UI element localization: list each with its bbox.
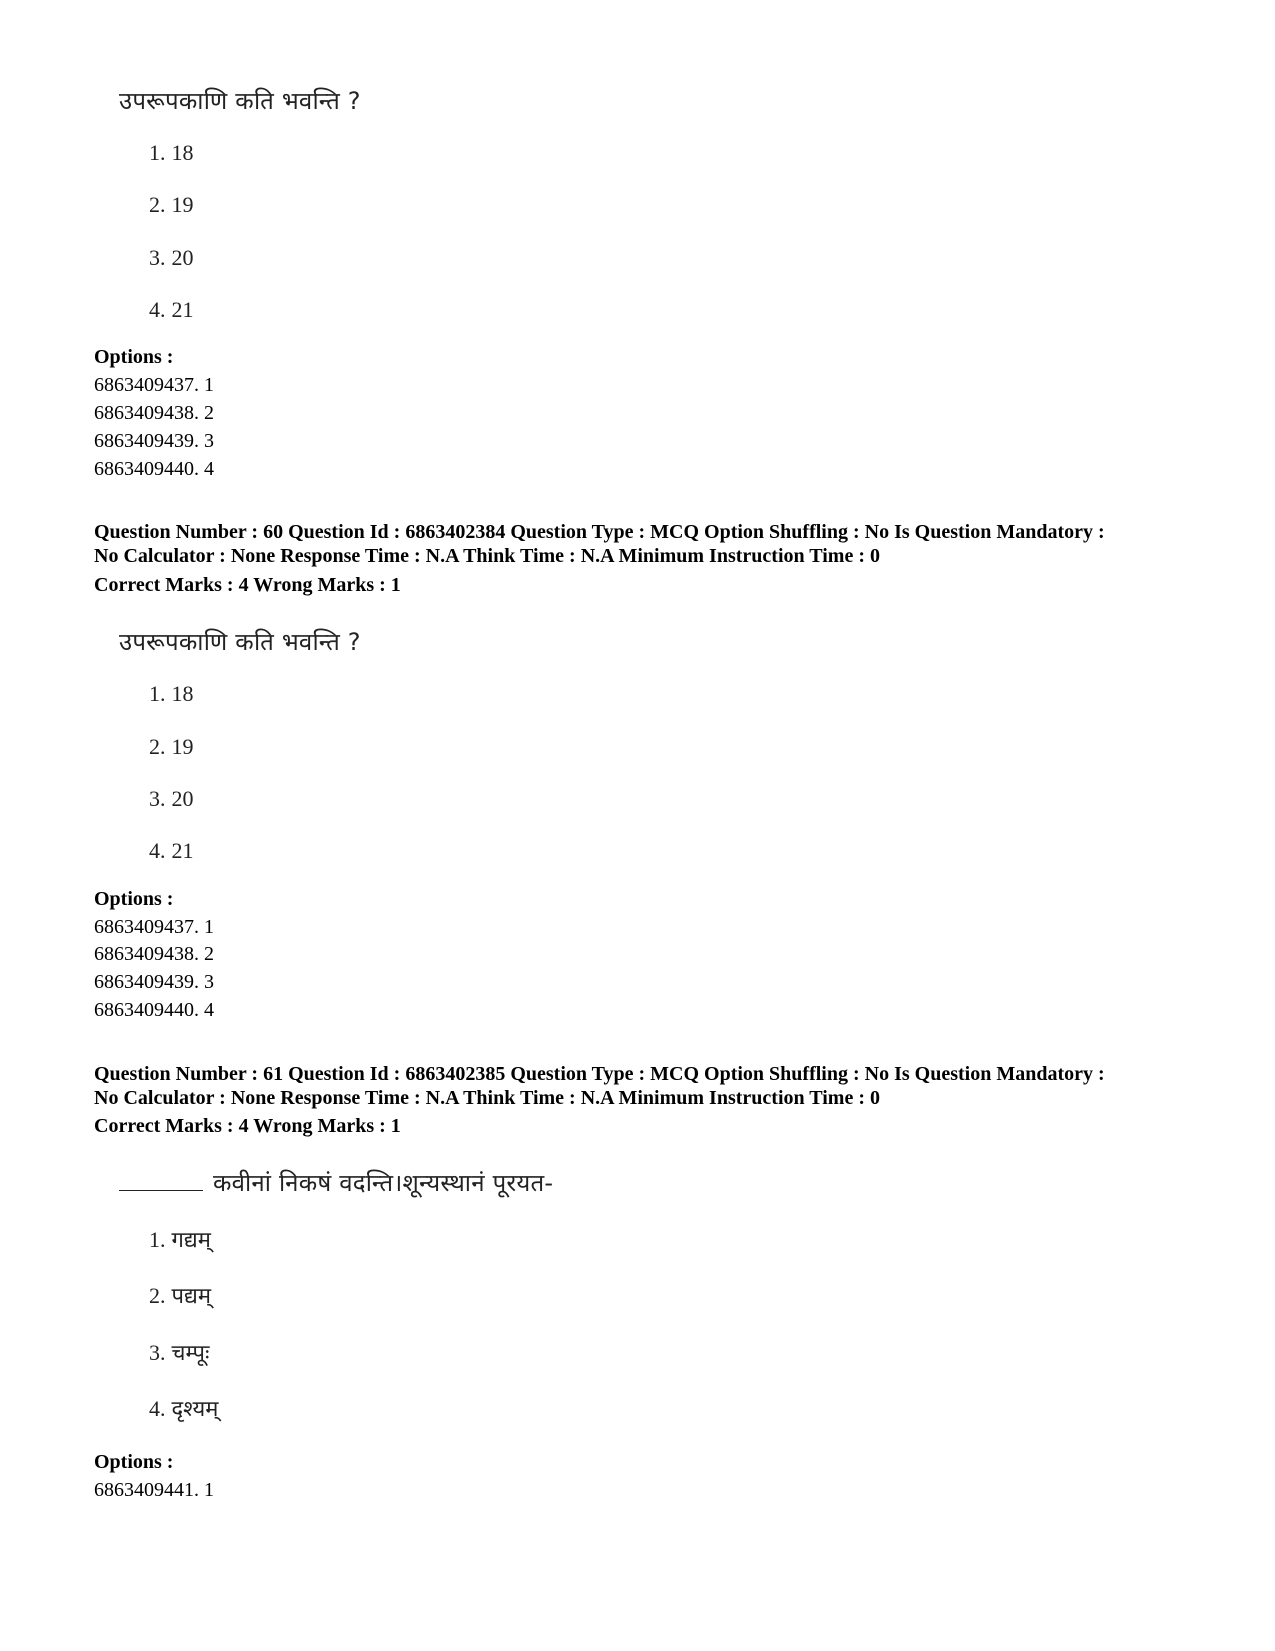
marks-line: Correct Marks : 4 Wrong Marks : 1: [94, 574, 401, 596]
choice-2: 2. 19: [149, 734, 194, 759]
option-id-line: 6863409437. 1: [94, 916, 214, 938]
question-meta-line-2: No Calculator : None Response Time : N.A Think Time : N.A Minimum Instruction Time : 0: [94, 1087, 880, 1109]
question-meta-line-2: No Calculator : None Response Time : N.A Think Time : N.A Minimum Instruction Time : 0: [94, 545, 880, 567]
question-stem-text: कवीनां निकषं वदन्ति।शून्यस्थानं पूरयत-: [213, 1169, 554, 1197]
options-label: Options :: [94, 346, 174, 368]
choice-2: 2. पद्यम्: [149, 1283, 212, 1309]
question-meta-line-1: Question Number : 60 Question Id : 6863402384 Question Type : MCQ Option Shuffling : No Is Question Mandatory :: [94, 521, 1105, 543]
fill-in-blank: [119, 1168, 203, 1191]
choice-1: 1. 18: [149, 140, 194, 165]
option-id-line: 6863409440. 4: [94, 999, 214, 1021]
option-id-line: 6863409440. 4: [94, 458, 214, 480]
choice-3: 3. 20: [149, 786, 194, 811]
options-label: Options :: [94, 888, 174, 910]
option-id-line: 6863409439. 3: [94, 430, 214, 452]
option-id-line: 6863409439. 3: [94, 971, 214, 993]
marks-line: Correct Marks : 4 Wrong Marks : 1: [94, 1115, 401, 1137]
choice-3: 3. 20: [149, 245, 194, 270]
question-stem: [119, 1166, 553, 1199]
choice-1: 1. 18: [149, 681, 194, 706]
option-id-line: 6863409438. 2: [94, 402, 214, 424]
question-stem: उपरूपकाणि कति भवन्ति ?: [119, 87, 361, 115]
choice-3: 3. चम्पूः: [149, 1340, 210, 1366]
option-id-line: 6863409441. 1: [94, 1479, 214, 1501]
choice-4: 4. दृश्यम्: [149, 1396, 219, 1422]
choice-2: 2. 19: [149, 192, 194, 217]
question-meta-line-1: Question Number : 61 Question Id : 6863402385 Question Type : MCQ Option Shuffling : No Is Question Mandatory :: [94, 1063, 1105, 1085]
choice-4: 4. 21: [149, 297, 194, 322]
option-id-line: 6863409438. 2: [94, 943, 214, 965]
question-stem: उपरूपकाणि कति भवन्ति ?: [119, 628, 361, 656]
option-id-line: 6863409437. 1: [94, 374, 214, 396]
options-label: Options :: [94, 1451, 174, 1473]
choice-4: 4. 21: [149, 838, 194, 863]
choice-1: 1. गद्यम्: [149, 1227, 211, 1253]
